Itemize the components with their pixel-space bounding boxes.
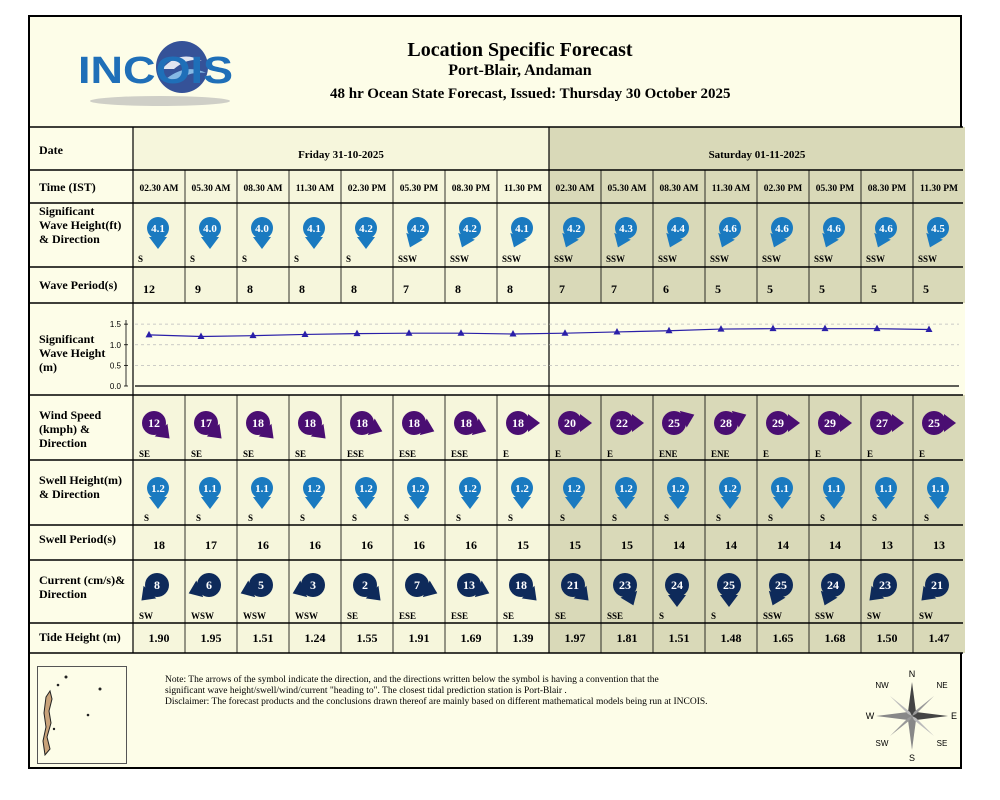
wave-direction: SSW [866,254,886,264]
symbol-value: 25 [723,578,735,592]
current-direction: WSW [191,611,215,621]
label-tide: Tide Height (m) [39,630,121,644]
label-wind: (kmph) & [39,422,91,436]
time-label: 02.30 AM [555,184,595,194]
day-label: Friday 31-10-2025 [298,149,384,161]
swell-period-value: 15 [621,538,633,552]
note-line-3: Disclaimer: The forecast products and the conclusions drawn thereof are mainly based on different mathematical models being run at INCOIS. [165,697,708,707]
swell-direction: S [456,513,462,523]
symbol-value: 4.6 [723,223,737,235]
tide-value: 1.39 [512,631,534,645]
current-direction: SSE [607,611,624,621]
tide-value: 1.97 [564,631,586,645]
wave-direction: SSW [918,254,938,264]
swell-direction: S [820,513,826,523]
tide-value: 1.91 [408,631,430,645]
tide-value: 1.47 [928,631,950,645]
chart-ytick-label: 1.5 [109,320,121,330]
symbol-value: 1.2 [567,483,581,495]
wave-period-value: 5 [715,282,721,296]
current-direction: ESE [451,611,469,621]
label-current: Direction [39,587,87,601]
symbol-value: 1.1 [879,483,893,495]
symbol-value: 22 [616,416,628,430]
andaman-map [38,667,126,763]
label-swell-period: Swell Period(s) [39,532,116,546]
swell-direction: S [248,513,254,523]
symbol-value: 29 [824,416,836,430]
symbol-value: 4.5 [931,223,945,235]
compass-ne: NE [936,681,948,690]
wave-period-value: 7 [559,282,565,296]
current-direction: SE [555,611,567,621]
symbol-value: 7 [414,578,420,592]
wave-period-value: 8 [299,282,305,296]
label-chart: (m) [39,360,57,374]
compass-se: SE [936,739,948,748]
time-label: 08.30 PM [867,184,907,194]
time-label: 02.30 PM [347,184,387,194]
symbol-value: 12 [148,416,160,430]
location-name: Port-Blair, Andaman [448,62,592,79]
swell-period-value: 16 [309,538,321,552]
wave-direction: SSW [606,254,626,264]
wind-direction: E [763,449,770,459]
label-wave-height: & Direction [39,232,100,246]
swell-period-value: 15 [569,538,581,552]
time-label: 02.30 PM [763,184,803,194]
wave-direction: SSW [814,254,834,264]
swell-period-value: 16 [465,538,477,552]
symbol-value: 1.2 [307,483,321,495]
compass-nw: NW [875,681,889,690]
swell-direction: S [664,513,670,523]
symbol-value: 29 [772,416,784,430]
wind-direction: ENE [659,449,678,459]
current-direction: WSW [243,611,267,621]
current-direction: WSW [295,611,319,621]
symbol-value: 1.1 [203,483,217,495]
compass-n: N [908,669,916,679]
tide-value: 1.81 [616,631,638,645]
wave-direction: S [294,254,300,264]
current-direction: S [659,611,665,621]
symbol-value: 4.6 [827,223,841,235]
swell-direction: S [768,513,774,523]
tide-value: 1.90 [148,631,170,645]
location-minimap [37,666,127,764]
wind-direction: ESE [451,449,469,459]
disclaimer-note [165,675,845,708]
time-label: 05.30 AM [191,184,231,194]
wave-direction: S [346,254,352,264]
label-wind: Wind Speed [39,408,102,422]
wave-direction: S [138,254,144,264]
note-line-1: Note: The arrows of the symbol indicate the direction, and the directions written below the symbol is having a convention that the [165,675,659,685]
symbol-value: 1.2 [515,483,529,495]
symbol-value: 4.1 [151,223,165,235]
wave-period-value: 12 [143,282,155,296]
wave-direction: SSW [554,254,574,264]
symbol-value: 4.4 [671,223,685,235]
symbol-value: 23 [619,578,631,592]
current-direction: SW [139,611,154,621]
symbol-value: 18 [460,416,472,430]
symbol-value: 1.2 [671,483,685,495]
wave-period-value: 5 [819,282,825,296]
symbol-value: 1.1 [931,483,945,495]
symbol-value: 23 [879,578,891,592]
wave-period-value: 9 [195,282,201,296]
current-direction: SE [503,611,515,621]
swell-period-value: 13 [933,538,945,552]
wave-period-value: 8 [507,282,513,296]
wave-period-value: 7 [611,282,617,296]
swell-direction: S [404,513,410,523]
wind-direction: SE [139,449,151,459]
compass-rose-icon [862,668,962,764]
chart-ytick-label: 0.0 [109,382,121,391]
symbol-value: 25 [928,416,940,430]
symbol-value: 18 [252,416,264,430]
swell-direction: S [196,513,202,523]
logo-text: INCOIS [78,50,233,92]
symbol-value: 4.6 [775,223,789,235]
symbol-value: 4.2 [463,223,477,235]
symbol-value: 4.6 [879,223,893,235]
time-label: 02.30 AM [139,184,179,194]
label-swell-height: & Direction [39,487,100,501]
wave-period-value: 8 [247,282,253,296]
symbol-value: 1.1 [827,483,841,495]
symbol-value: 24 [671,578,683,592]
symbol-value: 4.2 [411,223,425,235]
label-wave-height: Wave Height(ft) [39,218,122,232]
symbol-value: 3 [310,578,316,592]
wind-direction: ENE [711,449,730,459]
symbol-value: 1.2 [359,483,373,495]
tide-value: 1.55 [356,631,378,645]
tide-value: 1.48 [720,631,742,645]
wave-period-value: 5 [767,282,773,296]
current-direction: SE [347,611,359,621]
wave-direction: S [190,254,196,264]
swell-period-value: 15 [517,538,529,552]
wind-direction: E [555,449,562,459]
symbol-value: 27 [876,416,888,430]
swell-direction: S [300,513,306,523]
symbol-value: 18 [515,578,527,592]
current-direction: SSW [815,611,835,621]
symbol-value: 4.0 [255,223,269,235]
current-direction: SW [919,611,934,621]
symbol-value: 4.1 [307,223,321,235]
time-label: 11.30 AM [295,184,335,194]
symbol-value: 8 [154,578,160,592]
tide-value: 1.95 [200,631,222,645]
wave-direction: S [242,254,248,264]
current-direction: SSW [763,611,783,621]
symbol-value: 1.2 [619,483,633,495]
symbol-value: 1.2 [151,483,165,495]
swell-direction: S [716,513,722,523]
page-title: Location Specific Forecast [407,39,633,61]
time-label: 11.30 PM [504,184,542,194]
symbol-value: 21 [931,578,943,592]
compass-sw: SW [875,739,889,748]
swell-direction: S [508,513,514,523]
current-direction: SW [867,611,882,621]
symbol-value: 20 [564,416,576,430]
symbol-value: 1.2 [463,483,477,495]
label-wind: Direction [39,436,87,450]
tide-value: 1.68 [824,631,846,645]
day-label: Saturday 01-11-2025 [708,149,806,161]
tide-value: 1.51 [668,631,690,645]
swell-period-value: 14 [829,538,841,552]
symbol-value: 28 [720,416,732,430]
wave-direction: SSW [450,254,470,264]
symbol-value: 18 [304,416,316,430]
swell-period-value: 14 [673,538,685,552]
swell-period-value: 17 [205,538,217,552]
label-wave-period: Wave Period(s) [39,278,118,292]
symbol-value: 4.1 [515,223,529,235]
symbol-value: 4.2 [567,223,581,235]
wind-direction: E [919,449,926,459]
wave-period-value: 6 [663,282,669,296]
symbol-value: 1.2 [411,483,425,495]
wave-period-value: 8 [455,282,461,296]
time-label: 08.30 PM [451,184,491,194]
compass-s: S [908,753,916,763]
note-line-2: significant wave height/swell/wind/current "heading to". The closest tidal prediction station is Port-Blair . [165,686,567,696]
wind-direction: E [503,449,510,459]
wave-period-value: 5 [871,282,877,296]
label-chart: Wave Height [39,346,106,360]
wind-direction: ESE [399,449,417,459]
symbol-value: 17 [200,416,212,430]
swell-direction: S [924,513,930,523]
tide-value: 1.69 [460,631,482,645]
current-direction: S [711,611,717,621]
symbol-value: 4.0 [203,223,217,235]
swell-period-value: 16 [361,538,373,552]
tide-value: 1.51 [252,631,274,645]
symbol-value: 18 [408,416,420,430]
wind-direction: E [815,449,822,459]
symbol-value: 1.2 [723,483,737,495]
symbol-value: 24 [827,578,839,592]
wave-direction: SSW [398,254,418,264]
symbol-value: 13 [463,578,475,592]
time-label: 05.30 PM [399,184,439,194]
label-current: Current (cm/s)& [39,573,126,587]
symbol-value: 25 [668,416,680,430]
wind-direction: ESE [347,449,365,459]
compass-e: E [950,711,958,721]
symbol-value: 1.1 [775,483,789,495]
time-label: 11.30 AM [711,184,751,194]
tide-value: 1.50 [876,631,898,645]
wind-direction: E [867,449,874,459]
chart-ytick-label: 1.0 [109,340,121,350]
swell-period-value: 13 [881,538,893,552]
symbol-value: 4.3 [619,223,633,235]
symbol-value: 18 [356,416,368,430]
label-date: Date [39,143,63,157]
swell-direction: S [144,513,150,523]
wind-direction: SE [191,449,203,459]
symbol-value: 6 [206,578,212,592]
symbol-value: 18 [512,416,524,430]
time-label: 08.30 AM [659,184,699,194]
compass-w: W [865,711,875,721]
wave-direction: SSW [710,254,730,264]
wind-direction: E [607,449,614,459]
label-time: Time (IST) [39,180,96,194]
symbol-value: 5 [258,578,264,592]
tide-value: 1.24 [304,631,326,645]
swell-direction: S [352,513,358,523]
forecast-subtitle: 48 hr Ocean State Forecast, Issued: Thursday 30 October 2025 [330,86,731,102]
swell-direction: S [560,513,566,523]
swell-direction: S [872,513,878,523]
symbol-value: 2 [362,578,368,592]
current-direction: ESE [399,611,417,621]
wave-period-value: 5 [923,282,929,296]
wave-direction: SSW [762,254,782,264]
swell-period-value: 16 [257,538,269,552]
time-label: 11.30 PM [920,184,958,194]
swell-period-value: 14 [777,538,789,552]
wave-direction: SSW [658,254,678,264]
label-wave-height: Significant [39,204,95,218]
wind-direction: SE [243,449,255,459]
wind-direction: SE [295,449,307,459]
label-swell-height: Swell Height(m) [39,473,122,487]
symbol-value: 4.2 [359,223,373,235]
wave-period-value: 7 [403,282,409,296]
time-label: 05.30 AM [607,184,647,194]
time-label: 05.30 PM [815,184,855,194]
chart-ytick-label: 0.5 [109,361,121,371]
symbol-value: 1.1 [255,483,269,495]
label-chart: Significant [39,332,95,346]
time-label: 08.30 AM [243,184,283,194]
swell-period-value: 16 [413,538,425,552]
swell-period-value: 18 [153,538,165,552]
wave-period-value: 8 [351,282,357,296]
swell-period-value: 14 [725,538,737,552]
tide-value: 1.65 [772,631,794,645]
symbol-value: 21 [567,578,579,592]
wave-direction: SSW [502,254,522,264]
swell-direction: S [612,513,618,523]
symbol-value: 25 [775,578,787,592]
